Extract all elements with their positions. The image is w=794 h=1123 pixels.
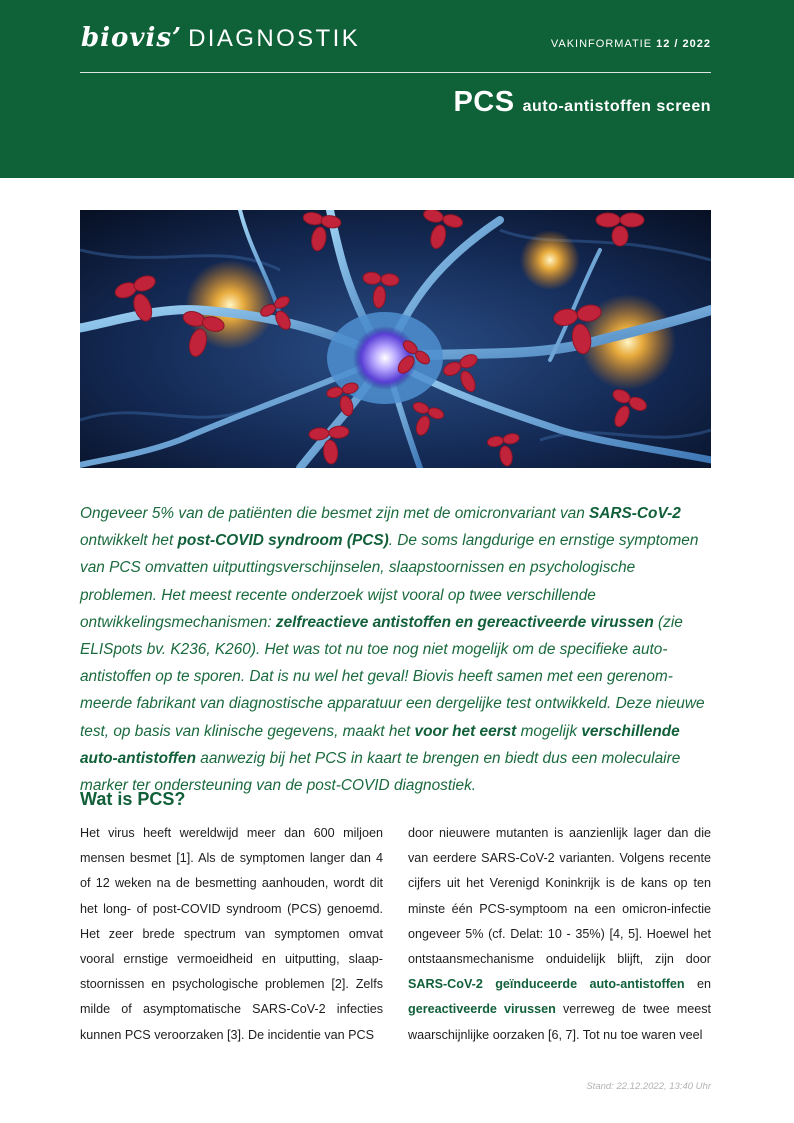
- issue-label-text: VAKINFORMATIE: [550, 38, 653, 50]
- title-sub: auto-antistoffen screen: [522, 98, 711, 115]
- brand-name: biovis’: [81, 23, 183, 53]
- intro-text-3: . De soms langdurige en ernstige symptomen van PCS omvatten uitputtingsverschijnselen, slaapstoornissen en psychologische problemen. Het meest recente onderzoek wijst vooral op twee verschillende ontwikkelingsmechanismen:: [80, 532, 699, 631]
- body-right-text-1: door nieuwere mutanten is aanzienlijk lager dan die van eerdere SARS-CoV-2 varianten. Volgens recente cijfers uit het Verenigd Koninkrijk is de kans op ten minste één PCS-symptoom na een omicron-infectie ongeveer 5% (cf. Delat: 10 - 35%) [4, 5]. Hoewel het ontstaansmechanisme onduidelijk blijft, zijn door: [408, 826, 711, 967]
- intro-emphasis-sars-cov-2: SARS-CoV-2: [589, 505, 681, 522]
- brand-subtitle: DIAGNOSTIK: [188, 25, 361, 52]
- body-right-emphasis-viruses: gereactiveerde virussen: [408, 1002, 556, 1017]
- section-heading: Wat is PCS?: [80, 789, 186, 809]
- intro-text-1: Ongeveer 5% van de patiënten die besmet zijn met de omicronvariant van: [80, 505, 590, 522]
- intro-paragraph: [80, 500, 711, 799]
- intro-emphasis-pcs: post-COVID syndroom (PCS): [177, 532, 389, 550]
- body-right-emphasis-auto-antibodies: SARS-CoV-2 geïnduceerde auto-antistoffen: [408, 977, 685, 992]
- intro-emphasis-auto-antibodies: verschillende auto-antistoffen: [80, 722, 680, 767]
- body-right-text-3: verreweg de twee meest waarschijnlijke oorzaken [6, 7]. Tot nu toe waren veel: [408, 1002, 712, 1042]
- timestamp: Stand: 22.12.2022, 13:40 Uhr: [586, 1081, 711, 1092]
- body-column-right: [408, 821, 711, 1048]
- body-column-left: Het virus heeft wereldwijd meer dan 600 miljoen mensen besmet [1]. Als de symptomen langer dan 4 of 12 weken na de besmetting aanhouden, wordt dit het long- of post-COVID syndroom (PCS) genoemd. Het zeer brede spectrum van symptomen omvat vooral ernstige vermoeidheid en uitputting, slaapstoornissen en psychologische problemen [2]. Zelfs milde of asymptomatische SARS-CoV-2 infecties kunnen PCS veroorzaken [3]. De incidentie van PCS: [80, 826, 383, 1042]
- body-right-text-2: en: [684, 977, 711, 992]
- issue-label: [551, 38, 711, 50]
- hero-image: [80, 210, 711, 468]
- issue-number: 12 / 2022: [656, 38, 711, 50]
- header-band: [0, 0, 794, 178]
- title-main: PCS: [453, 86, 515, 118]
- intro-text-5: mogelijk: [516, 722, 582, 740]
- intro-text-2: ontwikkelt het: [80, 532, 178, 550]
- intro-emphasis-first-time: voor het eerst: [414, 722, 517, 740]
- intro-text-4: (zie ELISpots bv. K236, K260). Het was tot nu toe nog niet mogelijk om de specifieke auto-antistoffen op te sporen. Dat is nu wel het geval! Biovis heeft samen met een gerenommeerde fabrikant van diagnostische apparatuur een dergelijke test ontwikkeld. Deze nieuwe test, op basis van klinische gegevens, maakt het: [80, 613, 705, 740]
- brand-logo: [81, 23, 360, 53]
- intro-text-6: aanwezig bij het PCS in kaart te brengen en biedt dus een moleculaire marker ter ondersteuning van de post-COVID diagnostiek.: [80, 749, 681, 795]
- header-divider: [80, 72, 711, 73]
- neuron-illustration: [80, 210, 711, 468]
- document-title: [453, 86, 711, 119]
- intro-emphasis-mechanisms: zelfreactieve antistoffen en gereactiveerde virussen: [275, 613, 654, 631]
